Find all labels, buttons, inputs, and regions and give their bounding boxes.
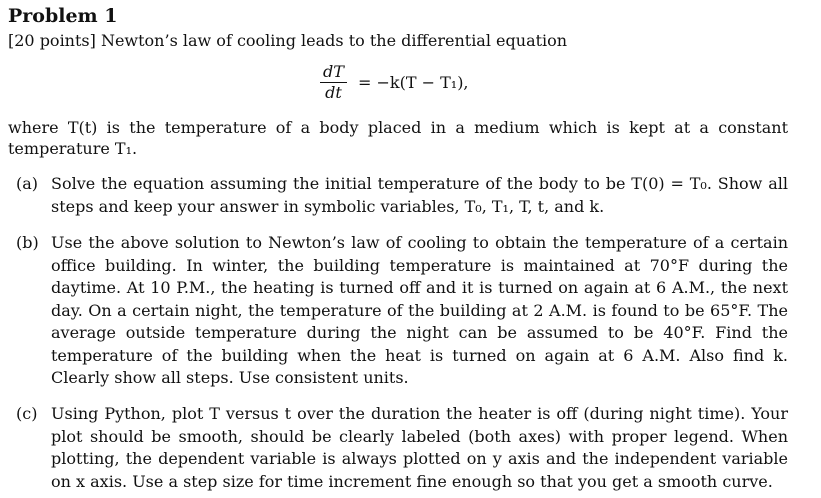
equation-denominator: dt: [325, 83, 342, 102]
problem-description: where T(t) is the temperature of a body placed in a medium which is kept at a constant temperature T₁.: [8, 118, 788, 158]
part-c: [16, 403, 788, 493]
part-c-text: Using Python, plot T versus t over the duration the heater is off (during night time). Your plot should be smooth, should be clearly labeled (both axes) with proper legend. When plotting, the dependent variable is always plotted on y axis and the independent variable on x axis. Use a step size for time increment fine enough so that you get a smooth curve.: [51, 404, 788, 491]
equation-rhs: = −k(T − T₁),: [358, 73, 469, 92]
part-b: [16, 232, 788, 390]
problem-intro: [20 points] Newton’s law of cooling leads to the differential equation: [8, 31, 568, 50]
part-a-label: (a): [16, 174, 39, 193]
part-a: [16, 173, 788, 218]
part-a-text: Solve the equation assuming the initial temperature of the body to be T(0) = T₀. Show all steps and keep your answer in symbolic variables, T₀, T₁, T, t, and k.: [51, 174, 788, 216]
problem-title: Problem 1: [8, 5, 118, 27]
part-b-text: Use the above solution to Newton’s law of cooling to obtain the temperature of a certain office building. In winter, the building temperature is maintained at 70°F during the daytime. At 10 P.M., the heating is turned off and it is turned on again at 6 A.M., the next day. On a certain night, the temperature of the building at 2 A.M. is found to be 65°F. The average outside temperature during the night can be assumed to be 40°F. Find the temperature of the building when the heat is turned on again at 6 A.M. Also find k. Clearly show all steps. Use consistent units.: [51, 233, 788, 387]
derivative-fraction: [320, 62, 347, 103]
part-c-label: (c): [16, 404, 38, 423]
equation-numerator: dT: [320, 62, 347, 83]
cooling-equation: [320, 62, 469, 103]
part-b-label: (b): [16, 233, 39, 252]
